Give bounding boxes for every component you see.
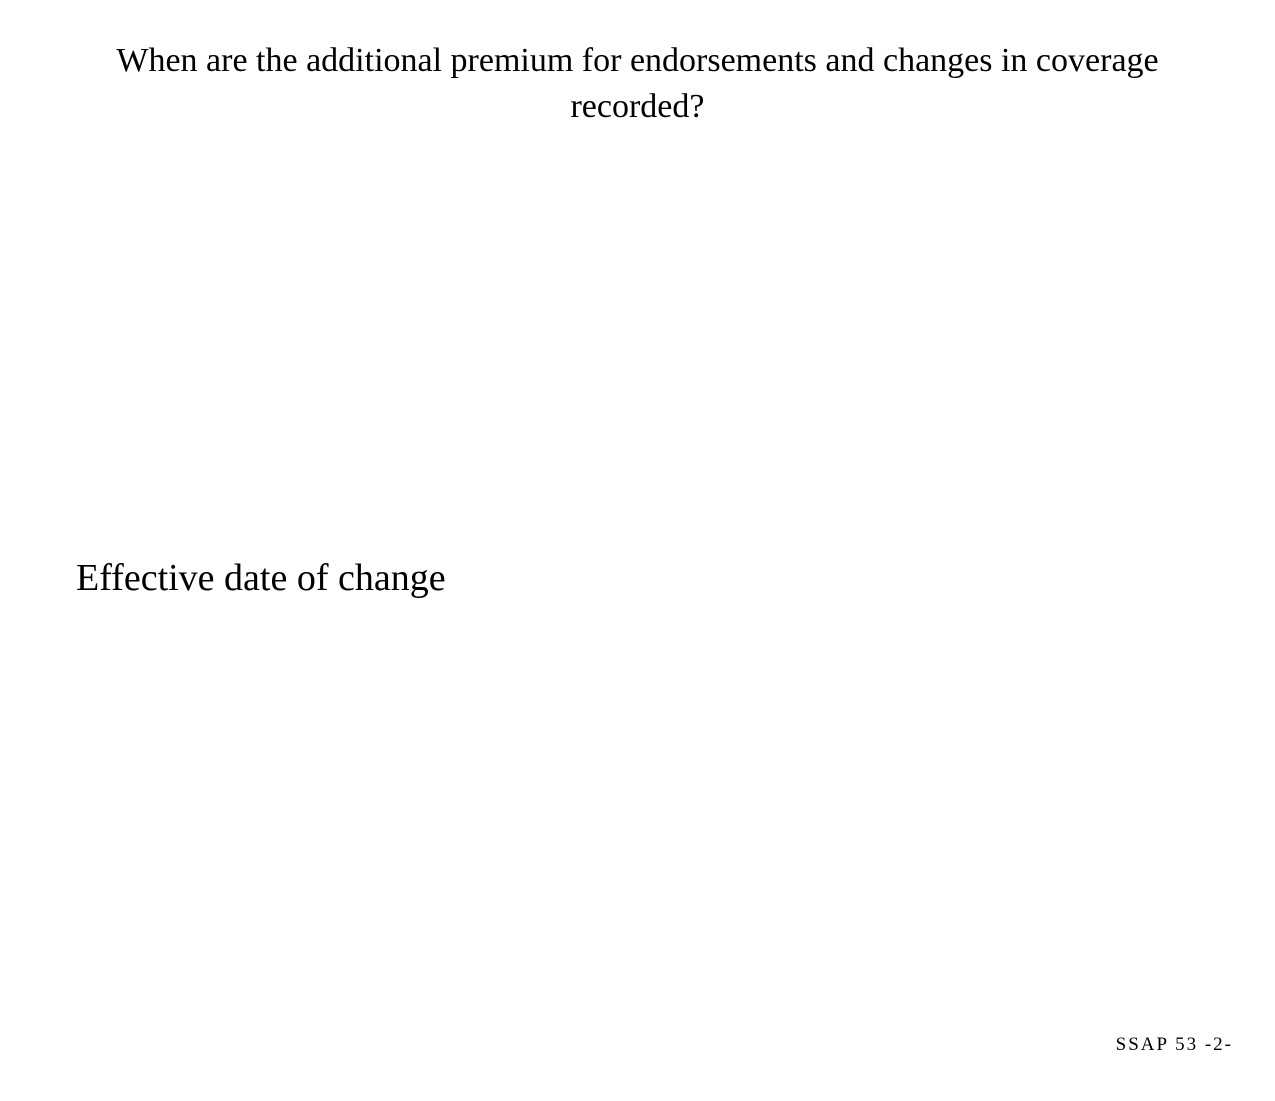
page-footer: SSAP 53 -2-: [1115, 1034, 1233, 1055]
question-heading: When are the additional premium for endorsements and changes in coverage recorded?: [116, 42, 1159, 125]
answer-text: Effective date of change: [76, 557, 446, 599]
